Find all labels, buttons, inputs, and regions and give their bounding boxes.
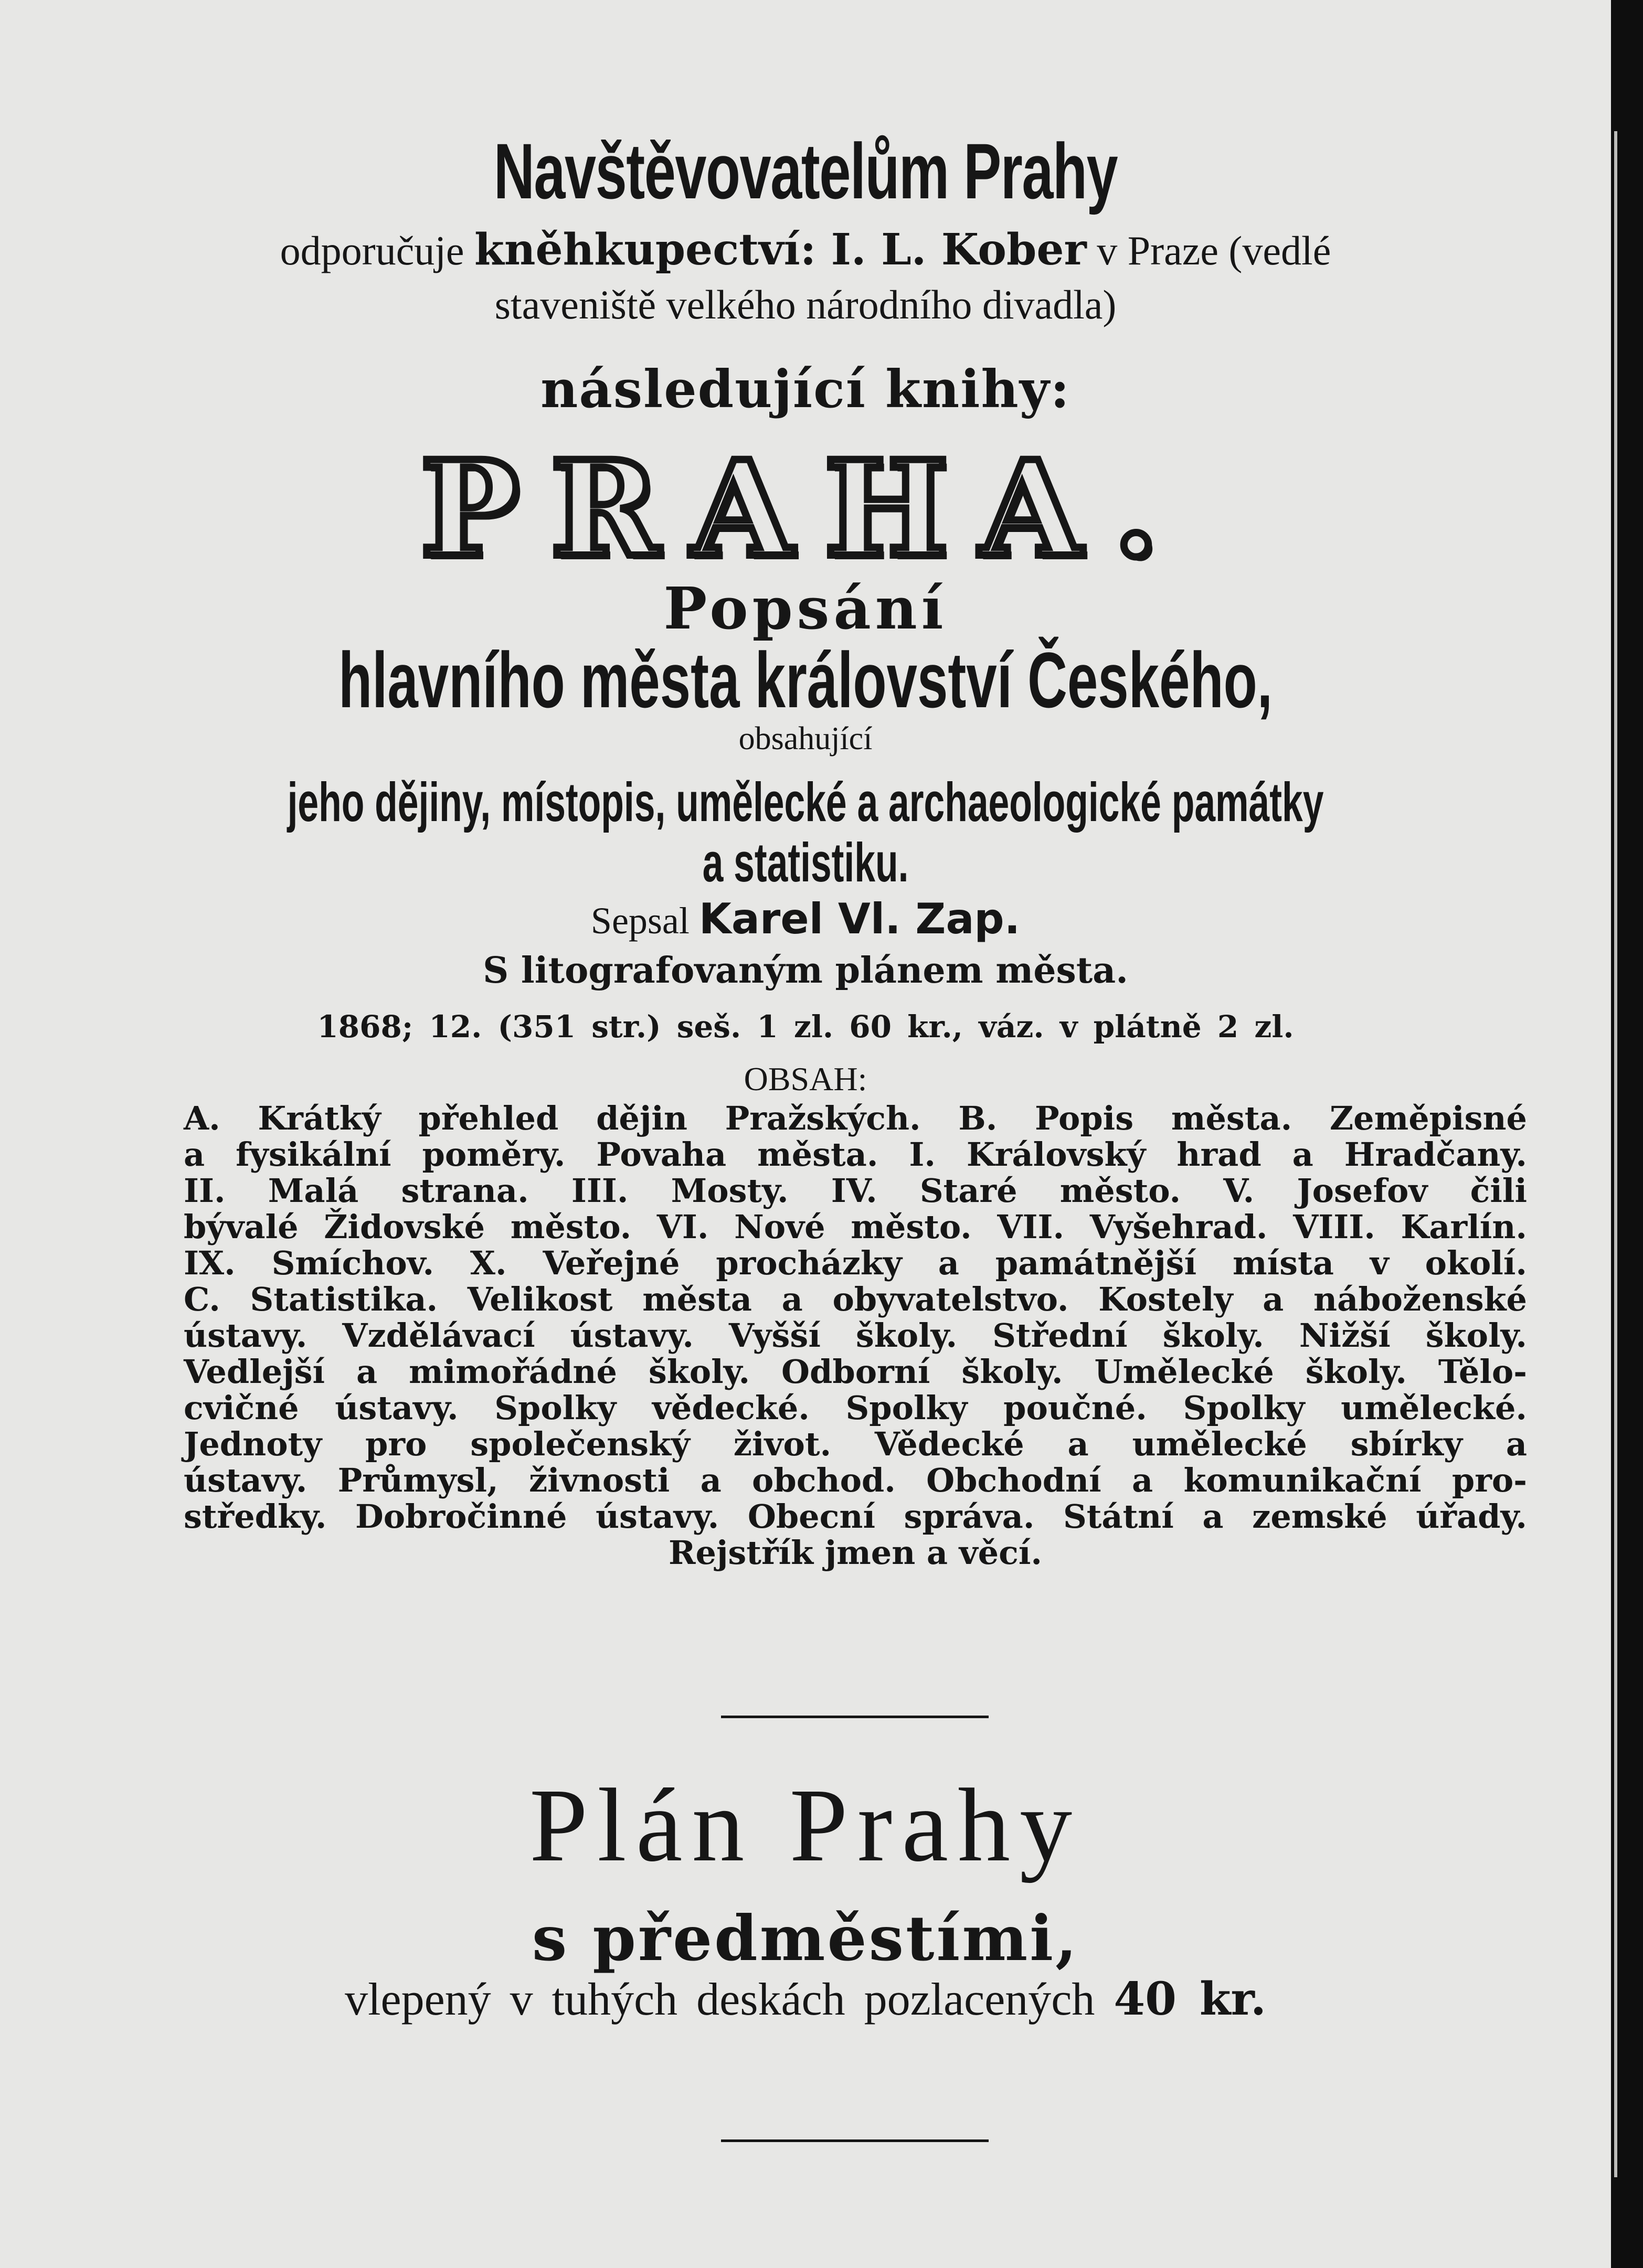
contents-line: cvičné ústavy. Spolky vědecké. Spolky poučné. Spolky umělecké. <box>184 1389 1527 1427</box>
author-prefix: Sepsal <box>590 900 690 942</box>
contents-line: IX. Smíchov. X. Veřejné procházky a památnější místa v okolí. <box>184 1244 1527 1282</box>
contents-title: OBSAH: <box>744 1060 867 1098</box>
bookseller-location: v Praze (vedlé <box>1097 228 1331 273</box>
plan-price: 40 kr. <box>1114 1973 1266 2026</box>
intro-lead: odporučuje <box>280 228 464 273</box>
page-edge <box>1611 0 1643 2268</box>
page-heading: Navštěvovatelům Prahy <box>493 127 1118 215</box>
contents-line: a fysikální poměry. Povaha města. I. Královský hrad a Hradčany. <box>184 1135 1527 1174</box>
contents-line: C. Statistika. Velikost města a obyvatelstvo. Kostely a náboženské <box>184 1280 1527 1318</box>
author-name: Karel Vl. Zap. <box>698 895 1021 943</box>
contents-list <box>184 1100 1527 1571</box>
contents-line: Jednoty pro společenský život. Vědecké a umělecké sbírky a <box>184 1425 1527 1463</box>
book-subtitle-popsani: Popsání <box>663 574 948 642</box>
contents-line: Vedlejší a mimořádné školy. Odborní školy. Umělecké školy. Tělo- <box>184 1353 1527 1391</box>
book-title: PRAHA. <box>420 432 1191 586</box>
author-line <box>0 895 1611 943</box>
book-subtitle-main: hlavního města království Českého, <box>338 636 1273 724</box>
book-subtitle-statistics: a statistiku. <box>702 832 909 893</box>
intro-line <box>0 225 1611 275</box>
contents-line: A. Krátký přehled dějin Pražských. B. Popis města. Zeměpisné <box>184 1099 1527 1137</box>
plan-description-text: vlepený v tuhých deskách pozlacených <box>345 1974 1095 2025</box>
edition-info: 1868; 12. (351 str.) seš. 1 zl. 60 kr., váz. v plátně 2 zl. <box>317 1009 1294 1045</box>
books-label: následující knihy: <box>540 359 1070 420</box>
plan-description <box>0 1973 1611 2026</box>
bookseller-name: kněhkupectví: I. L. Kober <box>474 225 1087 275</box>
book-subtitle-topics: jeho dějiny, místopis, umělecké a archaeologické památky <box>287 772 1324 833</box>
contents-line: II. Malá strana. III. Mosty. IV. Staré město. V. Josefov čili <box>184 1172 1527 1210</box>
plan-note: S litografovaným plánem města. <box>483 950 1128 992</box>
contents-line: ústavy. Vzdělávací ústavy. Vyšší školy. Střední školy. Nižší školy. <box>184 1316 1527 1355</box>
contents-line: Rejstřík jmen a věcí. <box>669 1534 1042 1572</box>
contents-line: bývalé Židovské město. VI. Nové město. VII. Vyšehrad. VIII. Karlín. <box>184 1208 1527 1246</box>
book-subtitle-obsahujici: obsahující <box>738 721 873 757</box>
bottom-divider <box>721 2139 989 2142</box>
plan-subtitle: s předměstími, <box>532 1902 1079 1975</box>
plan-title: Plán Prahy <box>529 1767 1082 1883</box>
contents-line: středky. Dobročinné ústavy. Obecní správa. Státní a zemské úřady. <box>184 1497 1527 1536</box>
contents-line: ústavy. Průmysl, živnosti a obchod. Obchodní a komunikační pro- <box>184 1461 1527 1499</box>
bookseller-location-cont: staveniště velkého národního divadla) <box>494 282 1117 327</box>
section-divider <box>721 1716 989 1718</box>
